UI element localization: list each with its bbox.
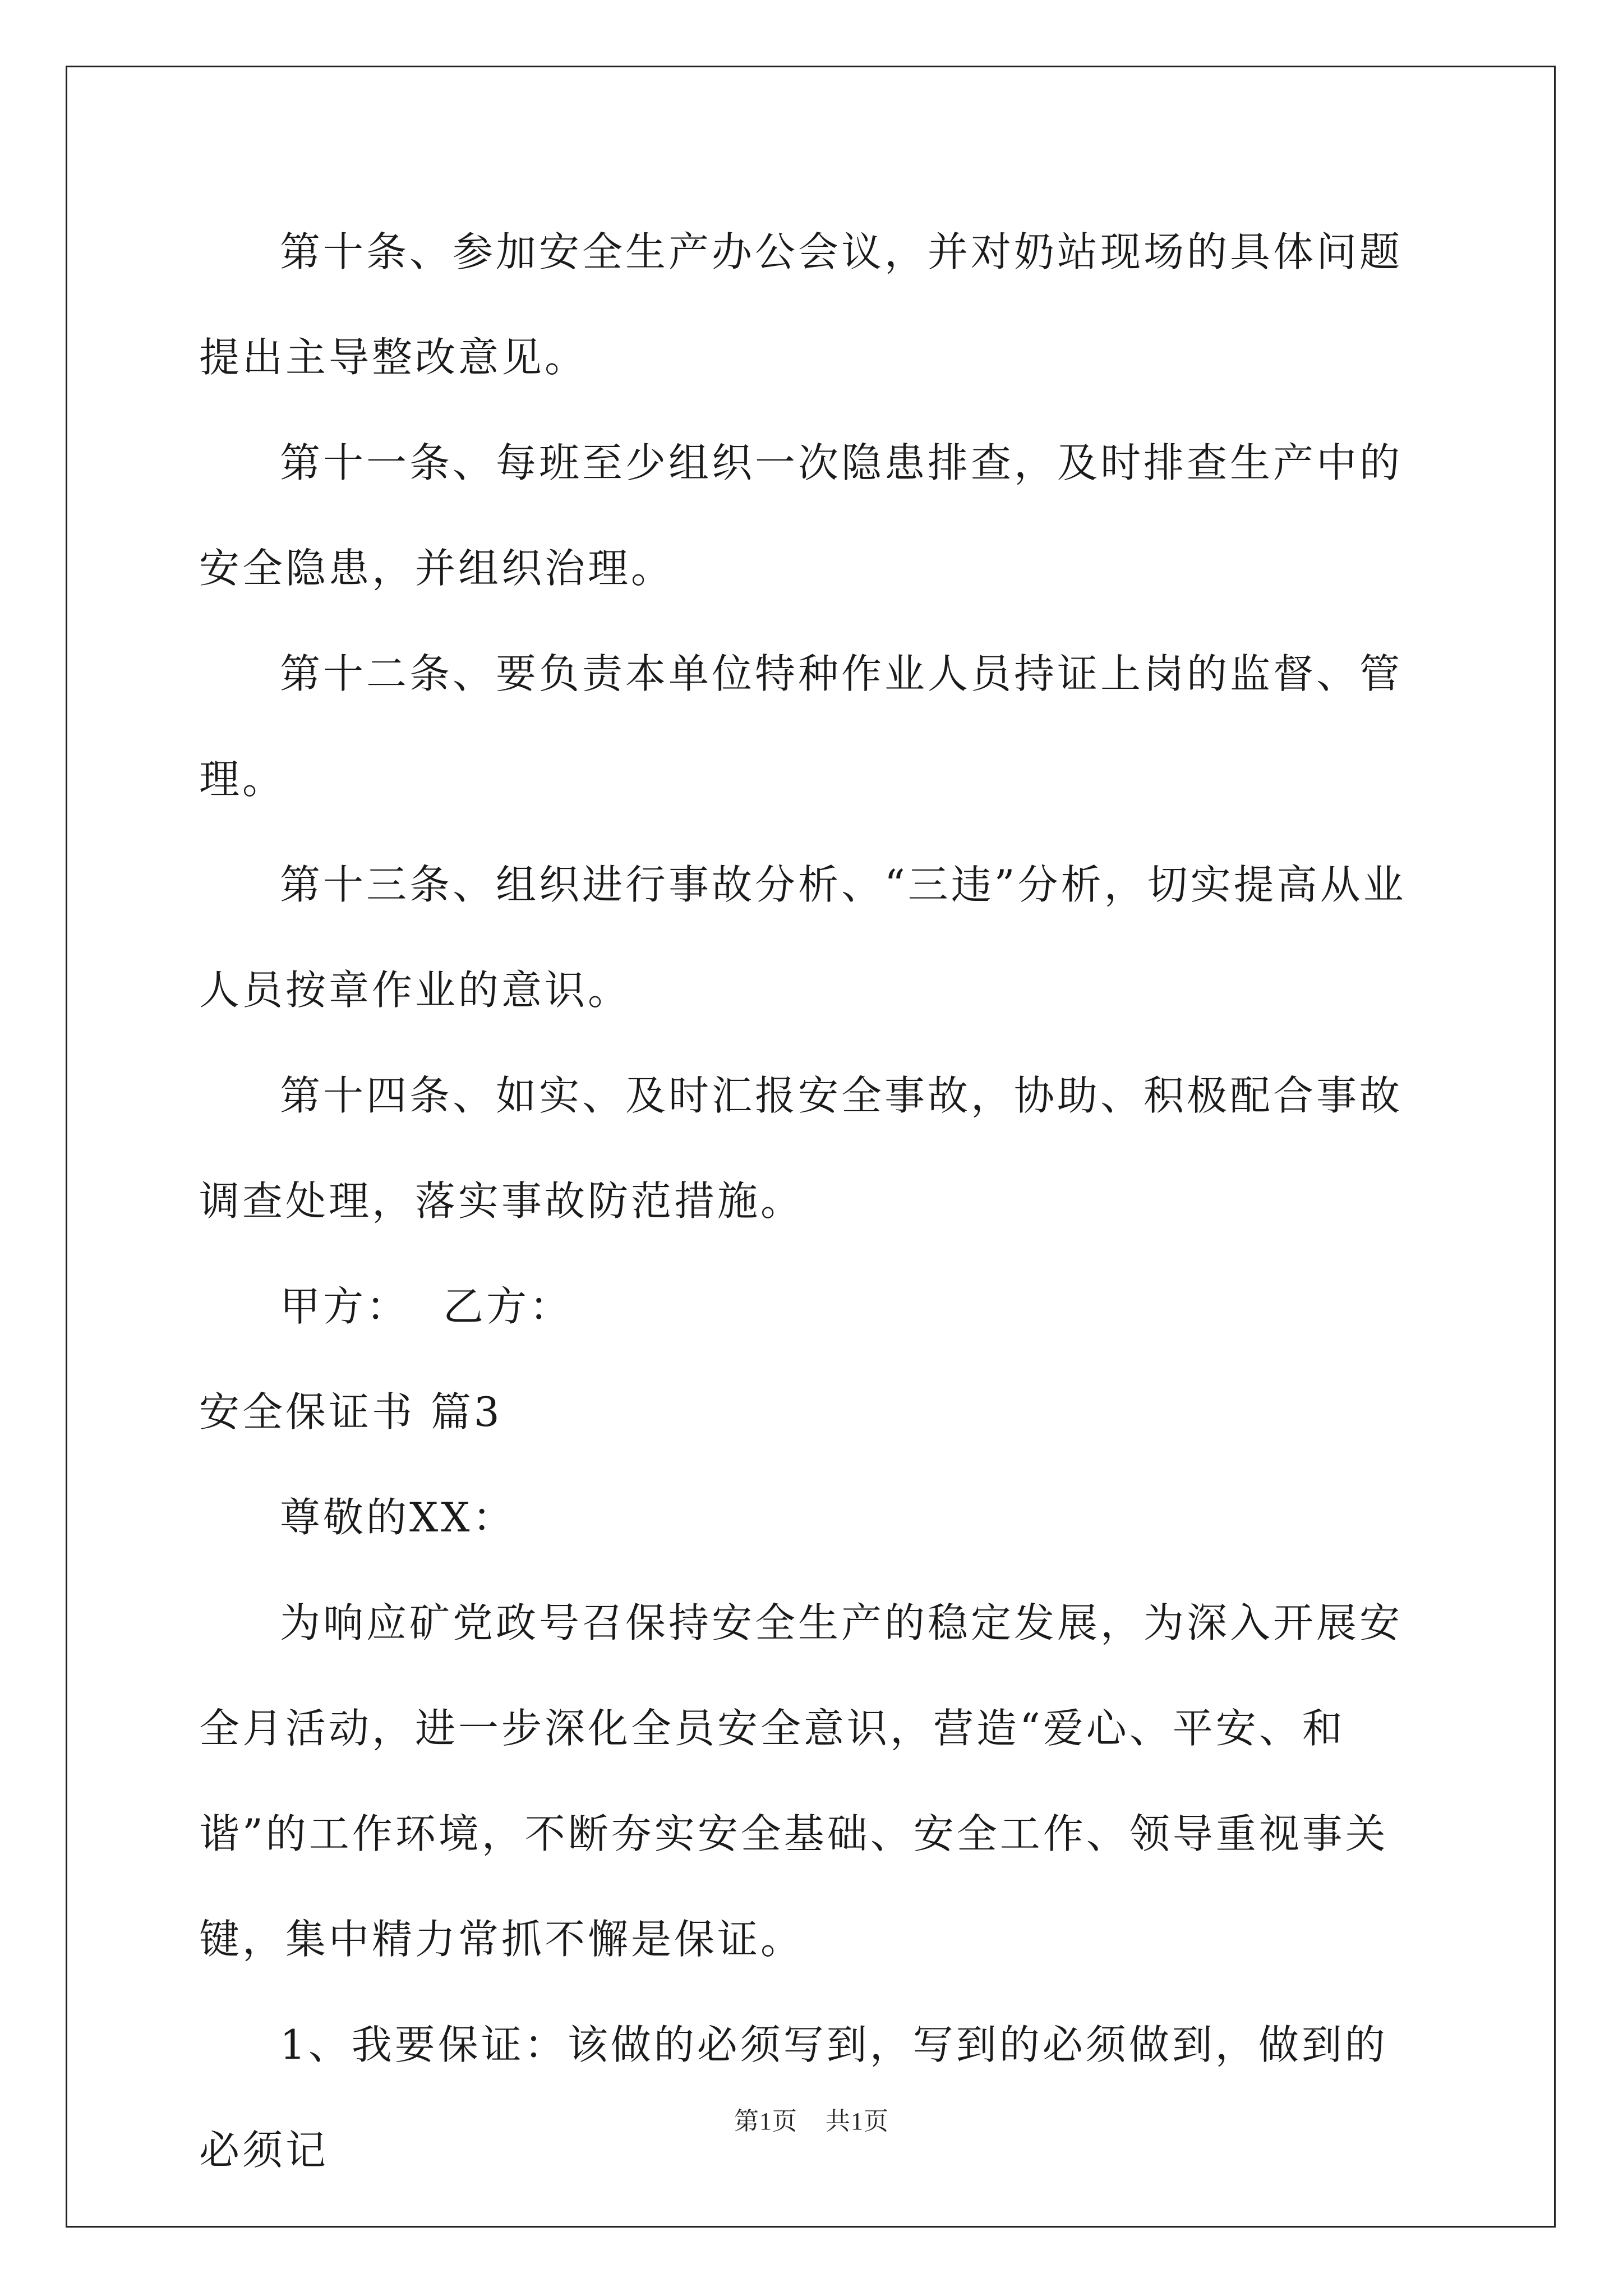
salutation: 尊敬的XX：	[280, 1494, 516, 1541]
section-title: 安全保证书 篇3	[199, 1388, 502, 1435]
paragraph-article-11: 第十一条、每班至少组织一次隐患排查，及时排查生产中的安全隐患，并组织治理。	[199, 439, 1403, 592]
page-footer	[0, 2101, 1623, 2137]
paragraph-article-13: 第十三条、组织进行事故分析、“三违”分析，切实提高从业人员按章作业的意识。	[199, 861, 1407, 1014]
signature-line	[199, 1254, 1427, 1359]
body-paragraph-intro: 为响应矿党政号召保持安全生产的稳定发展，为深入开展安全月活动，进一步深化全员安全意识，营造“爱心、平安、和谐”的工作环境，不断夯实安全基础、安全工作、领导重视事关键，集中精力常抓不懈是保证。	[199, 1599, 1403, 1963]
document-body	[199, 199, 1427, 2203]
paragraph-article-12: 第十二条、要负责本单位特种作业人员持证上岗的监督、管理。	[199, 650, 1403, 803]
party-a-label: 甲方：	[280, 1283, 410, 1330]
paragraph-article-10: 第十条、参加安全生产办公会议，并对奶站现场的具体问题提出主导整改意见。	[199, 228, 1403, 381]
page-total: 共1页	[826, 2108, 889, 2135]
party-b-label: 乙方：	[443, 1283, 573, 1330]
page-number: 第1页	[734, 2108, 797, 2135]
body-paragraph-pledge-1: 1、我要保证：该做的必须写到，写到的必须做到，做到的必须记	[199, 2021, 1388, 2174]
paragraph-article-14: 第十四条、如实、及时汇报安全事故，协助、积极配合事故调查处理，落实事故防范措施。	[199, 1072, 1403, 1225]
